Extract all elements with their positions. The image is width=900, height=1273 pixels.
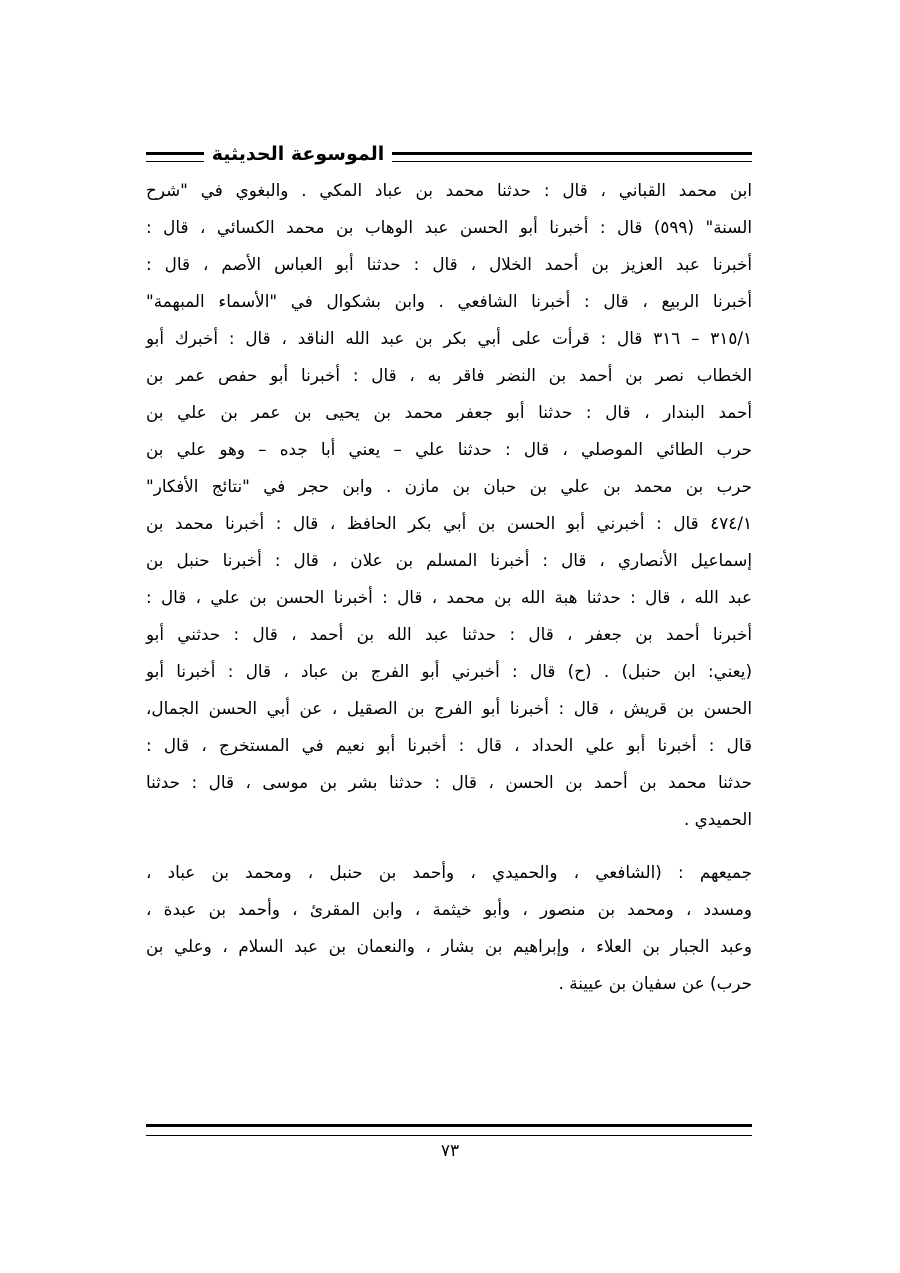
text-line: ابن محمد القباني ، قال : حدثنا محمد بن عباد المكي . والبغوي في "شرح	[146, 180, 752, 200]
text-line: إسماعيل الأنصاري ، قال : أخبرنا المسلم بن علان ، قال : أخبرنا حنبل بن	[146, 550, 752, 570]
text-line: أخبرنا أحمد بن جعفر ، قال : حدثنا عبد الله بن أحمد ، قال : حدثني أبو	[146, 624, 752, 644]
paragraph-1	[146, 172, 752, 838]
text-line: ومسدد ، ومحمد بن منصور ، وأبو خيثمة ، وابن المقرئ ، وأحمد بن عبدة ،	[146, 899, 752, 919]
text-line: حرب بن محمد بن علي بن حبان بن مازن . وابن حجر في "نتائج الأفكار"	[146, 476, 752, 496]
text-line: حرب) عن سفيان بن عيينة .	[558, 973, 752, 993]
text-line: السنة" (٥٩٩) قال : أخبرنا أبو الحسن عبد الوهاب بن محمد الكسائي ، قال :	[146, 217, 752, 237]
text-line: أخبرنا الربيع ، قال : أخبرنا الشافعي . وابن بشكوال في "الأسماء المبهمة"	[146, 291, 752, 311]
header-rule-left	[146, 152, 204, 162]
text-line: ٣١٥/١ – ٣١٦ قال : قرأت على أبي بكر بن عبد الله الناقد ، قال : أخبرك أبو	[146, 328, 753, 348]
footer-rule	[146, 1124, 752, 1136]
text-line: جميعهم : (الشافعي ، والحميدي ، وأحمد بن حنبل ، ومحمد بن عباد ،	[146, 862, 752, 882]
text-line: حدثنا محمد بن أحمد بن الحسن ، قال : حدثنا بشر بن موسى ، قال : حدثنا	[146, 772, 752, 792]
text-line: حرب الطائي الموصلي ، قال : حدثنا علي – يعني أبا جده – وهو علي بن	[146, 439, 752, 459]
text-line: أخبرنا عبد العزيز بن أحمد الخلال ، قال : حدثنا أبو العباس الأصم ، قال :	[146, 254, 752, 274]
paragraph-gap	[146, 838, 752, 854]
text-line: عبد الله ، قال : حدثنا هبة الله بن محمد ، قال : أخبرنا الحسن بن علي ، قال :	[146, 587, 752, 607]
text-line: (يعني: ابن حنبل) . (ح) قال : أخبرني أبو الفرج بن عباد ، قال : أخبرنا أبو	[146, 661, 752, 681]
text-line: أحمد البندار ، قال : حدثنا أبو جعفر محمد بن يحيى بن عمر بن علي بن	[146, 402, 752, 422]
body-text	[146, 172, 752, 1002]
text-line: الحسن بن قريش ، قال : أخبرنا أبو الفرج بن الصقيل ، عن أبي الحسن الجمال،	[146, 698, 752, 718]
header-rule-right	[392, 152, 752, 162]
header-title: الموسوعة الحديثية	[211, 143, 385, 165]
text-line: ٤٧٤/١ قال : أخبرني أبو الحسن بن أبي بكر الحافظ ، قال : أخبرنا محمد بن	[146, 513, 752, 533]
text-line: الخطاب نصر بن أحمد بن النضر فاقر به ، قال : أخبرنا أبو حفص عمر بن	[146, 365, 752, 385]
paragraph-2	[146, 854, 752, 1002]
text-line: قال : أخبرنا أبو علي الحداد ، قال : أخبرنا أبو نعيم في المستخرج ، قال :	[146, 735, 752, 755]
page-number: ٧٣	[440, 1141, 460, 1161]
running-header	[146, 140, 752, 174]
text-line: وعبد الجبار بن العلاء ، وإبراهيم بن بشار ، والنعمان بن عبد السلام ، وعلي بن	[146, 936, 752, 956]
text-line: الحميدي .	[684, 809, 752, 829]
